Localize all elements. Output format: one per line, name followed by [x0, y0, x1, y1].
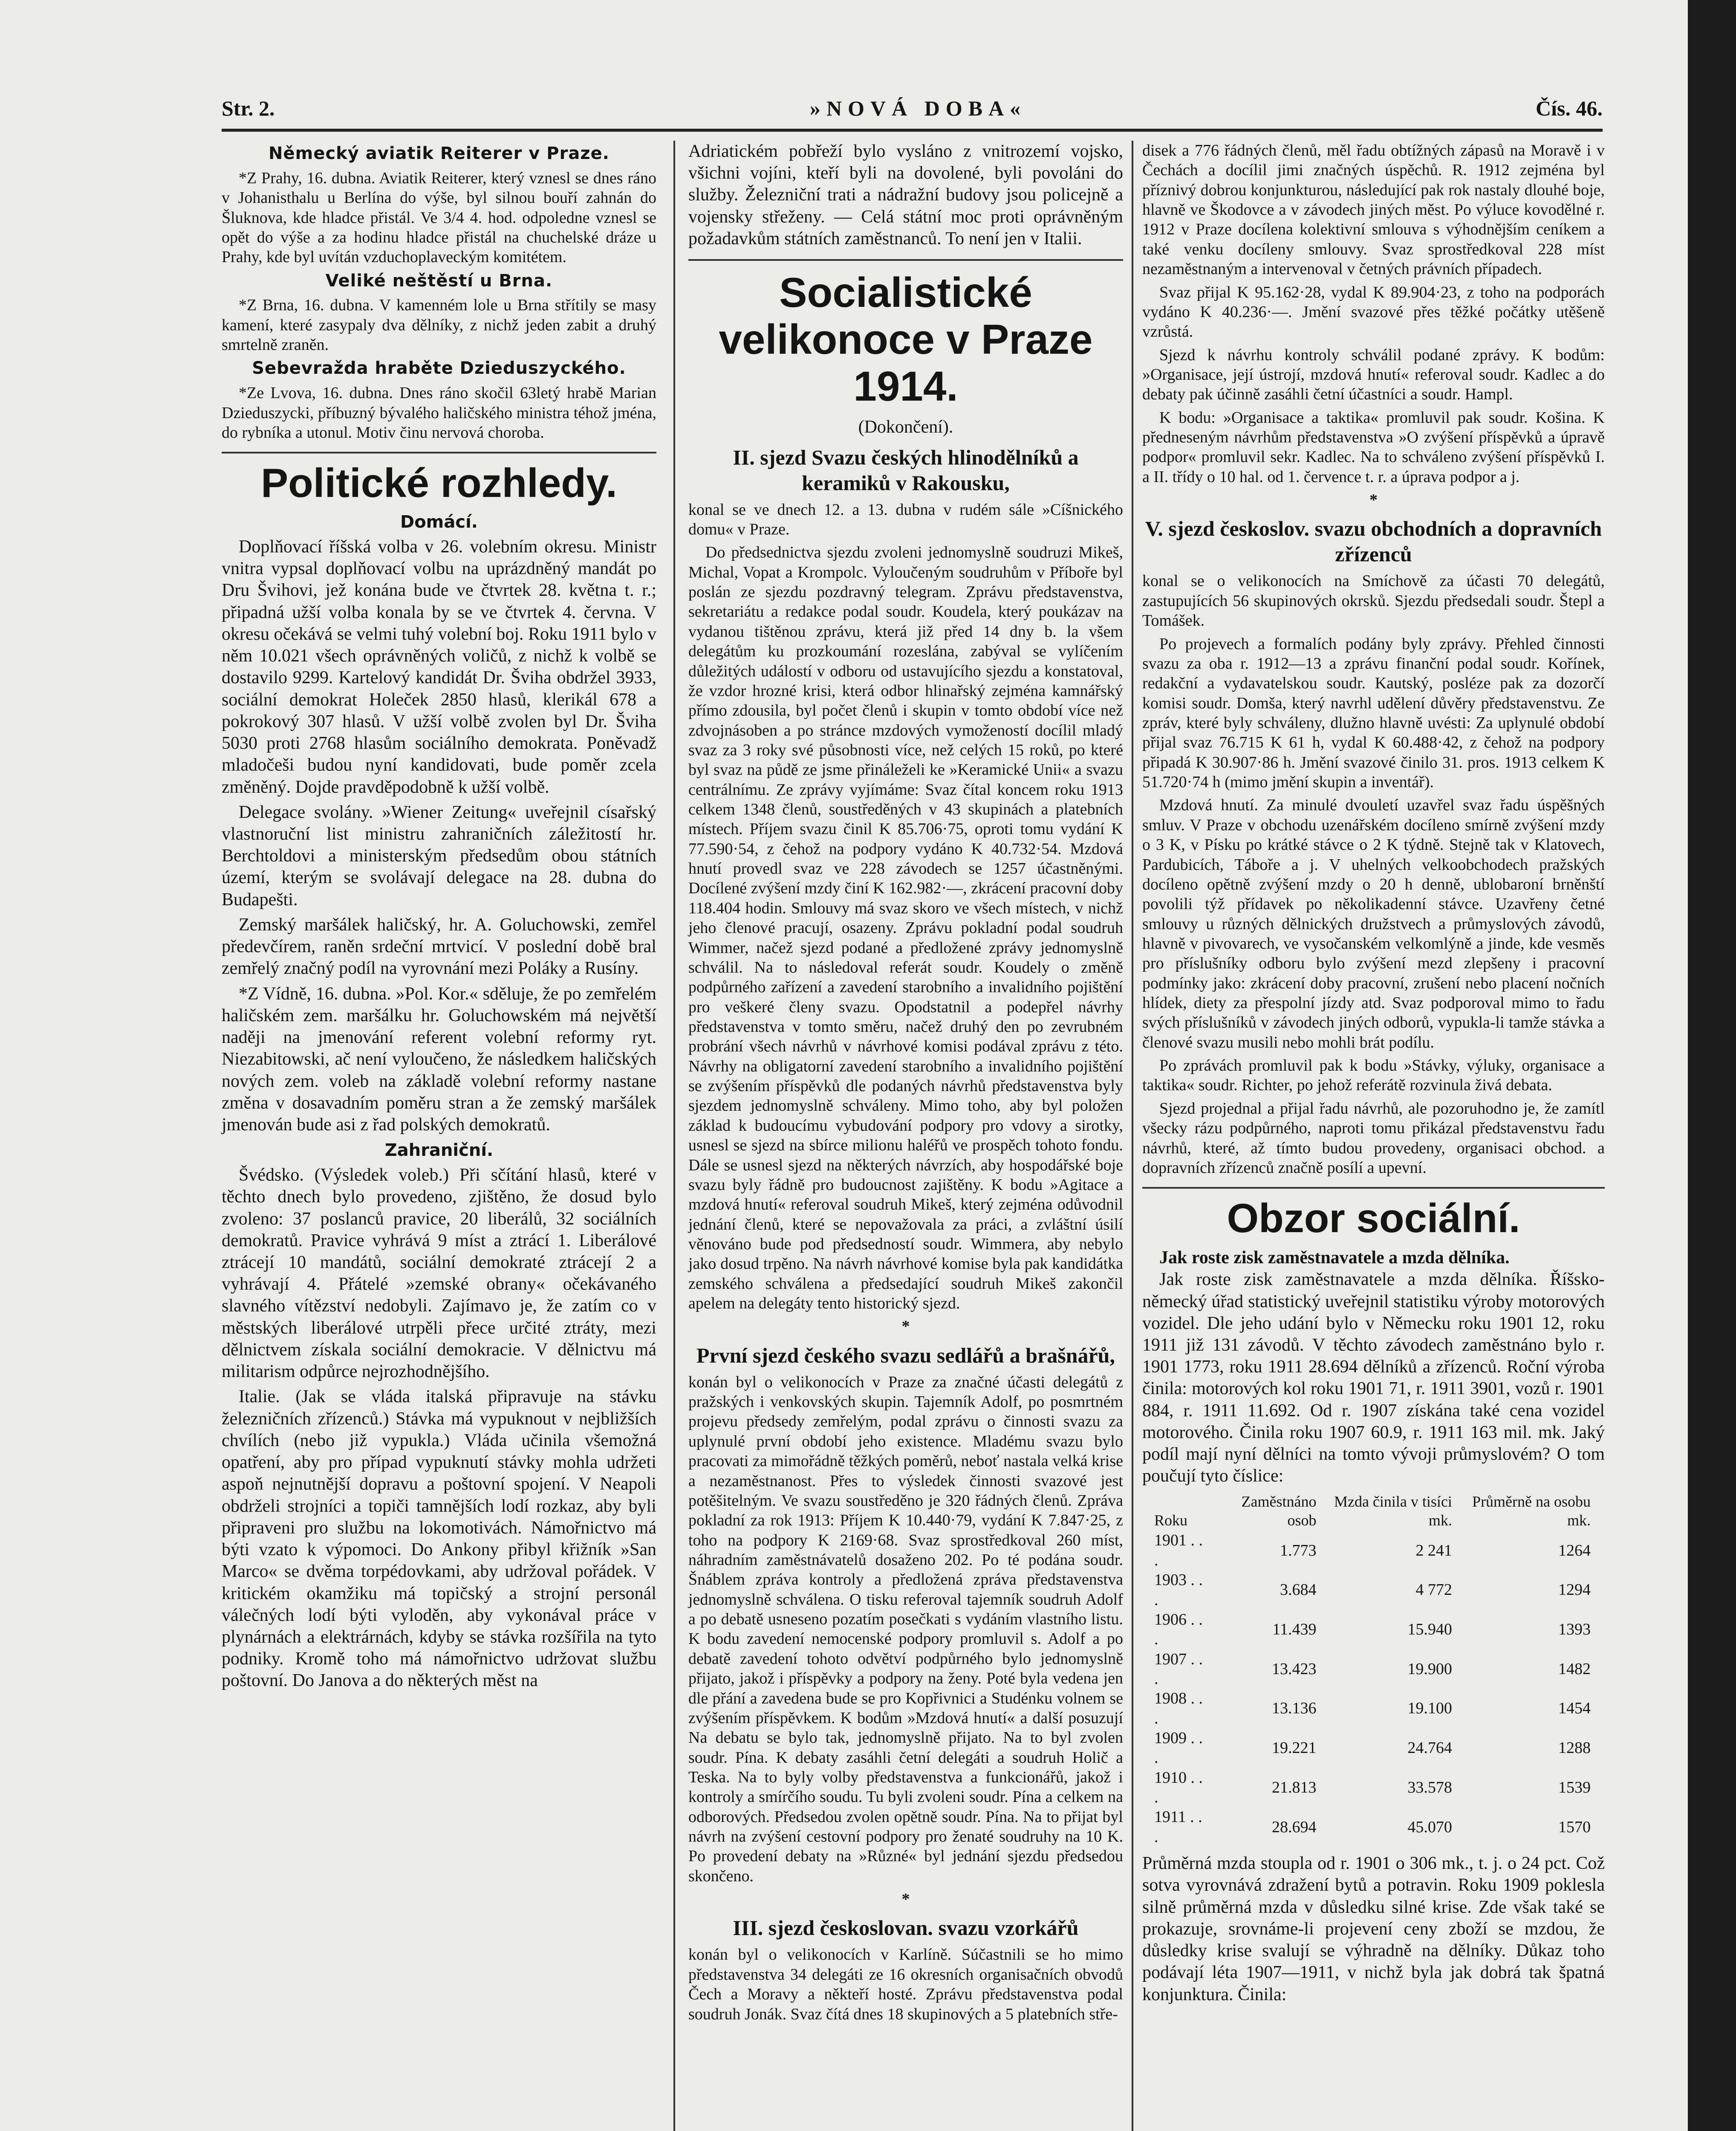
- headline-brno: Veliké neštěstí u Brna.: [325, 271, 553, 291]
- table-cell: 45.070: [1407, 1818, 1452, 1836]
- article-saddlers-body: konán byl o velikonocích v Praze za značné účasti delegátů z pražských i venkovských skupin. Tajemník Adolf, po posmrtném projevu předsedy zemřelým, podal zprávu o činnosti svazu za uplynulé první období jeho existence. Mladému svazu bylo pracovati za mimořádně těžkých poměrů, neboť nastala velká krise a nezaměstnanost. Přes to výsledek činnosti svazové jest potěšitelným. Ve svazu soustředěno je 320 řádných členů. Zpráva pokladní za rok 1913: Příjem K 10.440·79, vydání K 7.847·25, z toho na podpory K 2169·68. Svaz sprostředkoval 260 míst, náhradním zaměstnávatelů dosaženo 202. Po té podána soudr. Šnáblem zpráva kontroly a předložená zpráva představenstva jednomyslně schválena. O tisku referoval tajemník soudruh Adolf a po debatě usneseno pozatím posečkati s vydáním vlastního listu. K bodu zavedení nemocenské podpory promluvil s. Adolf a po debatě zavedení tohoto odvětví podpůrného bylo jednomyslně přijato, jakož i příspěvky a podpory na ženy. Poté byla vedena jen dle přání a zavedena bude se pro Kopřivnici a Studénku volnem se zvýšením příspěvkem. K bodům »Mzdová hnutí« a další posuzují Na debatu se bylo tak, jednomyslně přijato. Na to byl zvolen soudr. Pína. K debaty zasáhli četní delegáti a soudruh Holič a Teska. Na to byly volby představenstva a funkcionářů, jakož i kontroly a smírčího soudu. Tu byli zvoleni soudr. Pína a celkem na odborových. Předsedou zvolen opětně soudr. Pína. Na to přijat byl návrh na zvýšení cestovní podpory pro ženaté soudruhy na 10 K. Po provedení debaty na »Různé« byl jednání sjezdu předsedou skončeno.: [688, 1373, 1123, 1885]
- page-header: [222, 92, 1603, 126]
- article-commerce-wages: Mzdová hnutí. Za minulé dvouletí uzavřel svaz řadu úspěšných smluv. V Praze v obchodu uzenářském docíleno smírně zvýšení mzdy o 3 K, v Písku po krátké stávce o 2 K týdně. Stejně tak v Klatovech, Pardubicích, Táboře a j. V uhelných velkoobchodech pražských docíleno opětně zvýšení mzdy o 20 h denně, ublobaroní brněnští povolili týž přídavek po několikadenní stávce. Uzavřeny četné smlouvy u různých dělnických družstvech a průmyslových závodů, hlavně v pivovarech, ve vysočanském velkomlýně a jinde, kde vesměs pro příslušníky odboru bylo zvýšení mezd zlepšeny i pracovní podmínky jako: zkrácení doby pracovní, zrušení nebo placení nočních hlídek, diety za přespolní jízdy atd. Svaz podporoval mimo to řadu svých příslušníků v závodech jiných odborů, vypukla-li tamže stávka a členové svazu musili nebo mohli brát podílu.: [1142, 796, 1605, 1051]
- table-row: [1151, 1530, 1594, 1570]
- table-cell: 19.221: [1271, 1739, 1317, 1757]
- table-row: [1151, 1728, 1594, 1768]
- headline-saddlers-congress: První sjezd českého svazu sedlářů a brašnářů,: [696, 1343, 1115, 1367]
- article-sweden: Švédsko. (Výsledek voleb.) Při sčítání hlasů, které v těchto dnech bylo provedeno, zjištěno, že dosud bylo zvoleno: 37 poslanců pravice, 20 liberálů, 32 sociálních demokratů. Pravice vyhrává 9 míst a ztrácí 1. Liberálové ztrácejí 10 mandátů, sociální demokraté ztrácejí 2 a vyhrávají 4. Přátelé »zemské obrany« očekávaného slavného vítězství nedobyli. Zajímavo je, že zatím co v městských liberálové utrpěli přece určité ztráty, mezi dělnictvem získala sociální demokracie. V dělnictvu má militarism odpůrce nejrozhodnějšího.: [222, 1165, 656, 1382]
- table-cell: 33.578: [1407, 1778, 1452, 1796]
- table-cell: 1482: [1558, 1660, 1591, 1678]
- article-ceramics-body: Do předsednictva sjezdu zvoleni jednomyslně soudruzi Mikeš, Michal, Vopat a Krompolc. Vyloučeným soudruhům v Příboře byl poslán ze sjezdu pozdravný telegram. Zprávu představenstva, sekretariátu a redakce podal soudr. Koudela, který poukázav na vydanou tištěnou zprávu, která již před 14 dny b. la všem delegátům ku prozkoumání rozeslána, zabýval se vylíčením důležitých událostí v odboru od ustavujícího sjezdu a konstatoval, že vzdor hrozné krisi, která odbor hlinařský zejména kamnářský přímo zdousila, byl počet členů i skupin v tomto období více než zdvojnásoben a po stránce mzdových vymožeností docílil mladý svaz za 3 roky své působnosti více, než celých 15 roků, po které byl svaz na půdě ze jsme přináleželi ke »Keramické Unii« a svazu centrálnímu. Ze zprávy vyjímáme: Svaz čítal koncem roku 1913 celkem 1348 členů, soustředěných v 43 skupinách a platebních místech. Příjem svazu činil K 85.706·75, oproti tomu vydání K 77.590·54, z čehož na podpory vydáno K 40.732·54. Mzdová hnutí provedl svaz ve 228 závodech se 1257 účastněnými. Docílené zvýšení mzdy činí K 162.982·—, zkrácení pracovní doby 118.404 hodin. Smlouvy má svaz skoro ve všech místech, v nichž jeho členové pracují, osazeny. Zprávu pokladní podal soudruh Wimmer, načež sjezd podané a předložené zprávy jednomyslně schválil. Na to následoval referát soudr. Koudely o změně podpůrného zařízení a zavedení starobního a invalidního pojištění pro veškeré členy svazu. Opodstatnil a podepřel návrhy představenstva v tomto směru, načež druhý den po zevrubném probrání všech návrhů v návrhové komisi podával zprávu z této. Návrhy na obligatorní zavedení starobního a invalidního pojištění se zvýšením příspěvků dle podaných návrhů představenstva byly sjezdem jednomyslně schváleny. Mimo toho, aby byl položen základ k budoucímu vybudování podpory pro vdovy a sirotky, usnesl se sjezd na sbírce milionu haléřů ve prospěch tohoto fondu. Dále se usnesl sjezd na některých návrzích, aby hospodářské boje svazu byly řádně pro budoucnost zajištěny. K bodu »Agitace a mzdová hnutí« referoval soudruh Mikeš, který zejména odůvodnil jednání členů, které se nepovažovala za práci, a zvláštní úsilí věnováno bude pod předsedností soudr. Wimmera, aby nebylo jako dosud trpěno. Na návrh návrhové komise byla pak kandidátka zemského schválena a předsedající soudruh Mikeš zakončil apelem na delegáty tento historický sjezd.: [688, 543, 1123, 1313]
- table-cell: 1.773: [1280, 1541, 1317, 1559]
- table-cell: 11.439: [1272, 1620, 1317, 1639]
- article-suicide: *Ze Lvova, 16. dubna. Dnes ráno skočil 63letý hrabě Marian Dzieduszycki, příbuzný bývalého haličského ministra téhož jména, do rybníka a utonul. Motiv činu nervová choroba.: [222, 384, 656, 442]
- table-row: [1151, 1689, 1594, 1728]
- headline-profit-and-wages: Jak roste zisk zaměstnavatele a mzda dělníka.: [1159, 1248, 1510, 1268]
- article-patternmakers-reports: Sjezd k návrhu kontroly schválil podané zprávy. K bodům: »Organisace, její ústrojí, mzdová hnutí« referoval soudr. Kadlec a do debaty pak účinně zasáhli četní účastníci a soudr. Hampl.: [1142, 346, 1605, 404]
- article-patternmakers-body: konán byl o velikonocích v Karlíně. Súčastnili se ho mimo představenstva 34 delegáti ze 16 okresních organisačních obvodů Čech a Moravy a někteří hosté. Zprávu představenstva podal soudruh Jonák. Svaz čítá dnes 18 skupinových a 5 platebních stře-: [688, 1946, 1123, 2023]
- separator-star: *: [901, 1317, 910, 1336]
- article-patternmakers-continued: disek a 776 řádných členů, měl řadu obtížných zápasů na Moravě i v Čechách a docílil jimi značných úspěchů. R. 1912 zejména byl příznivý dobrou konjunkturou, následující pak rok nastaly dlouhé boje, hlavně ve Škodovce a v závodech jiných měst. Po výluce kovodělné r. 1912 v Praze docílena kolektivní smlouva s výhodnějším ceníkem a také venku docíleny smlouvy. Svaz sprostředkoval 228 míst nezaměstnaným a intervenoval v četných právních případech.: [1142, 141, 1605, 278]
- table-row: [1151, 1649, 1594, 1689]
- article-ceramics-intro: konal se ve dnech 12. a 13. dubna v rudém sále »Cíšnického domu« v Praze.: [688, 500, 1123, 539]
- table-cell: 1570: [1558, 1818, 1591, 1836]
- issue-number: Čís. 46.: [1536, 96, 1603, 120]
- article-vienna: *Z Vídně, 16. dubna. »Pol. Kor.« sděluje, že po zemřelém haličském zem. maršálku hr. Goluchowském má největší naději na jmenování referent volební reformy ryt. Niezabitowski, ač není vyloučeno, že následkem haličských nových zem. voleb na základě volební reformy nastane změna v dosavadním poměru stran a že zemský maršálek jmenován bude asi z řad polských demokratů.: [222, 984, 656, 1135]
- column-divider: [1132, 141, 1133, 2131]
- section-title-politics: Politické rozhledy.: [261, 460, 617, 506]
- table-cell: 1539: [1558, 1778, 1591, 1796]
- separator-star: *: [901, 1890, 910, 1909]
- article-delegations: Delegace svolány. »Wiener Zeitung« uveřejnil císařský vlastnoruční list ministru zahraničních záležitostí hr. Berchtoldovi a ministerským předsedům obou státních území, kterým se svolávají delegace na 28. dubna do Budapešti.: [222, 802, 656, 910]
- headline-ceramics-congress: II. sjezd Svazu českých hlinodělníků a keramiků v Rakousku,: [733, 445, 1079, 495]
- table-cell: 1454: [1558, 1699, 1591, 1718]
- headline-patternmakers-congress: III. sjezd českoslovan. svazu vzorkářů: [733, 1916, 1079, 1940]
- article-by-election: Doplňovací říšská volba v 26. volebním okresu. Ministr vnitra vypsal doplňovací volbu na uprázdněný mandát po Dru Švihovi, jež konána bude ve čtvrtek 28. května t. r.; připadná užší volba konala by se ve čtvrtek 4. června. V okresu očekává se velmi tuhý volební boj. Roku 1911 bylo v něm 10.021 všech oprávněných voličů, z nichž k volbě se dostavilo 9299. Kartelový kandidát Dr. Šviha obdržel 3933, sociální demokrat Holeček 2850 hlasů, klerikál 678 a pokrokový 307 hlasů. V užší volbě zvolen byl Dr. Šviha 5030 proti 2768 hlasům sociálního demokrata. Poněvadž mladočeši budou nyní kandidovati, bude poměr zcela změněný. Dojde pravděpodobně k užší volbě.: [222, 537, 656, 797]
- table-header: Průměrně na osobu mk.: [1472, 1493, 1591, 1529]
- table-cell: 1901 . . .: [1154, 1531, 1203, 1569]
- headline-aviator: Německý aviatik Reiterer v Praze.: [269, 144, 609, 163]
- table-header: Zaměstnáno osob: [1241, 1493, 1317, 1529]
- article-average-wage: Průměrná mzda stoupla od r. 1901 o 306 mk., t. j. o 24 pct. Což sotva vyrovnává zdražení bytů a potravin. Roku 1909 poklesla silně průměrná mzda v důsledku silné krise. Zde však také se prokazuje, srovnáme-li projevení ceny zboží se mzdou, že důsledky krise svalují se výhradně na dělníky. Důkaz toho podávají léta 1907—1911, v nichž byla jak dobrá tak špatná konjunktura. Činila:: [1142, 1854, 1605, 2004]
- scan-border: [1688, 0, 1736, 2131]
- table-header-row: [1151, 1492, 1594, 1531]
- table-row: [1151, 1768, 1594, 1808]
- article-commerce-resolutions: Sjezd projednal a přijal řadu návrhů, ale pozoruhodno je, že zamítl všecky rázu podpůrného, naproti tomu přikázal představenstvu řadu návrhů, které, až tímto budou provedeny, organisaci obchod. a dopravních zřízenců značně posílí a upevní.: [1142, 1099, 1605, 1177]
- article-commerce-intro: konal se o velikonocích na Smíchově za účasti 70 delegátů, zastupujících 56 skupinových okrsků. Sjezdu předsedali soudr. Štepl a Tomášek.: [1142, 572, 1605, 630]
- separator-star: *: [1369, 491, 1378, 509]
- table-cell: 1907 . . .: [1154, 1650, 1203, 1688]
- article-commerce-reports: Po projevech a formalích podány byly zprávy. Přehled činnosti svazu za oba r. 1912—13 a zprávu finanční podal soudr. Kořínek, redakční a vydavatelskou soudr. Kautský, posléze pak za dozorčí komisi soudr. Domša, který navrhl udělení důvěry představenstvu. Ze zpráv, které byly schváleny, dlužno hlavně uvésti: Za uplynulé období přijal svaz 76.715 K 61 h, vydal K 60.488·42, z čehož na podpory připadá K 30.907·86 h. Jmění svazové činilo 31. pros. 1913 celkem K 51.720·74 h (mimo jmění skupin a inventář).: [1142, 635, 1605, 791]
- table-cell: 1908 . . .: [1154, 1689, 1203, 1727]
- continuation-note: (Dokončení).: [858, 417, 953, 437]
- wage-statistics-table: [1151, 1492, 1594, 1847]
- table-cell: 13.136: [1271, 1699, 1317, 1718]
- table-cell: 3.684: [1280, 1581, 1317, 1599]
- page-number: Str. 2.: [222, 96, 275, 120]
- table-cell: 1294: [1558, 1581, 1591, 1599]
- section-title-socialist-easter: Socialistické velikonoce v Praze 1914.: [719, 269, 1093, 410]
- table-cell: 2 241: [1415, 1541, 1452, 1559]
- article-commerce-strikes: Po zprávách promluvil pak k bodu »Stávky, výluky, organisace a taktika« soudr. Richter, po jehož referátě rozvinula živá debata.: [1142, 1057, 1605, 1094]
- article-motor-vehicles: Jak roste zisk zaměstnavatele a mzda dělníka. Říšsko-německý úřad statistický uveřejnil statistiku výroby motorových vozidel. Dle jeho udání bylo v Německu roku 1901 12, roku 1911 již 131 závodů. V těchto závodech zaměstnáno bylo r. 1901 1773, roku 1911 28.694 dělníků a zřízenců. Roční výroba činila: motorových kol roku 1901 71, r. 1911 3901, vozů r. 1901 884, r. 1911 11.692. Od r. 1907 získána také cena vozidel motorového. Činila roku 1907 60.9, r. 1911 163 mil. mk. Jaký podíl mají nyní dělníci na tomto vývoji průmyslovém? O tom poučují tyto číslice:: [1142, 1270, 1605, 1486]
- table-row: [1151, 1610, 1594, 1649]
- article-aviator: *Z Prahy, 16. dubna. Aviatik Reiterer, který vznesl se dnes ráno v Johanisthalu u Berlína do výše, byl silnou bouří zahnán do Šluknova, kde hladce přistál. Ve 3/4 4. hod. odpoledne vznesl se opět do výše a za hodinu hladce přistál na chuchelské dráze u Prahy, kde byl uvítán vzduchoplaveckým komitétem.: [222, 169, 656, 266]
- header-rule: [222, 129, 1603, 132]
- masthead-title: »NOVÁ DOBA«: [810, 96, 1027, 120]
- column-right: [1142, 141, 1605, 2009]
- table-cell: 1909 . . .: [1154, 1729, 1203, 1767]
- headline-suicide: Sebevražda hraběte Dzieduszyckého.: [252, 358, 626, 378]
- column-divider: [673, 141, 675, 2131]
- article-italy: Italie. (Jak se vláda italská připravuje na stávku železničních zřízenců.) Stávka má vypuknout v nejbližších chvílích (nebo již vypukla.) Vláda učinila všemožná opatření, aby pro případ vypuknutí stávky mohla udržeti aspoň nejnutnější dopravu a poštovní spojení. V Neapoli obdrželi strojníci a topiči tamnějších lodí rozkaz, aby byli připraveni pro službu na lokomotivách. Námořnictvo má býti vzato k výpomoci. Do Ankony přibyl křižník »San Marco« se dvěma torpédovkami, aby udržoval pořádek. V kritickém okamžiku má topičský a strojní personál válečných lodí býti vyloděn, aby vykonával práce v plynárnách a elektrárnách, kdyby se stávka rozšířila na tyto podniky. Kromě toho má námořnictvo udržovat službu poštovní. Do Janova a do některých měst na: [222, 1387, 656, 1691]
- section-title-social: Obzor sociální.: [1227, 1195, 1520, 1242]
- article-brno: *Z Brna, 16. dubna. V kamenném lole u Brna střítily se masy kamení, které zasypaly dva dělníky, z nichž jeden zabit a druhý smrtelně zraněn.: [222, 296, 656, 354]
- article-italy-continued: Adriatickém pobřeží bylo vysláno z vnitrozemí vojsko, všichni vojíni, kteří byli na dovolené, byli povoláni do služby. Železniční trati a nádražní budovy jsou policejně a vojensky střeženy. — Celá státní moc proti oprávněným požadavkům státních zaměstnanců. To není jen v Italii.: [688, 141, 1123, 248]
- table-cell: 21.813: [1271, 1778, 1317, 1796]
- table-cell: 1288: [1558, 1739, 1591, 1757]
- table-cell: 19.900: [1407, 1660, 1452, 1678]
- table-cell: 28.694: [1271, 1818, 1317, 1836]
- headline-commerce-congress: V. sjezd českoslov. svazu obchodních a dopravních zřízenců: [1145, 517, 1602, 566]
- column-left: [222, 141, 656, 1695]
- subsection-foreign: Zahraniční.: [384, 1141, 494, 1161]
- table-cell: 24.764: [1407, 1739, 1452, 1757]
- table-cell: 1393: [1558, 1620, 1591, 1639]
- table-header: Mzda činila v tisíci mk.: [1334, 1493, 1452, 1529]
- table-cell: 13.423: [1271, 1660, 1317, 1678]
- table-header: Roku: [1154, 1511, 1188, 1529]
- subsection-domestic: Domácí.: [400, 512, 478, 532]
- section-rule: [222, 452, 656, 453]
- article-patternmakers-finance: Svaz přijal K 95.162·28, vydal K 89.904·23, z toho na podporách vydáno K 40.236·—. Jmění svazové přes těžké počátky utěšeně vzrůstá.: [1142, 283, 1605, 341]
- table-cell: 4 772: [1415, 1581, 1452, 1599]
- table-row: [1151, 1570, 1594, 1610]
- section-rule: [1142, 1187, 1605, 1189]
- table-cell: 1903 . . .: [1154, 1571, 1203, 1609]
- table-cell: 1910 . . .: [1154, 1768, 1203, 1807]
- table-cell: 1906 . . .: [1154, 1610, 1203, 1649]
- table-cell: 19.100: [1407, 1699, 1452, 1718]
- table-cell: 15.940: [1407, 1620, 1452, 1639]
- column-middle: [688, 141, 1123, 2027]
- section-rule: [688, 259, 1123, 261]
- article-patternmakers-tactics: K bodu: »Organisace a taktika« promluvil pak soudr. Košina. K předneseným návrhům představenstva »O zvýšení příspěvků a úpravě podpor« promluvil sekr. Kadlec. Na to schváleno zvýšení příspěvků I. a II. třídy o 10 hal. od 1. července t. r. a úprava podpor a j.: [1142, 408, 1605, 486]
- table-cell: 1911 . . .: [1154, 1808, 1202, 1846]
- article-marshal: Zemský maršálek haličský, hr. A. Goluchowski, zemřel předevčírem, raněn srdeční mrtvicí. V poslední době bral zemřelý značný podíl na vyrovnání mezi Poláky a Rusíny.: [222, 915, 656, 979]
- table-row: [1151, 1807, 1594, 1847]
- table-cell: 1264: [1558, 1541, 1591, 1559]
